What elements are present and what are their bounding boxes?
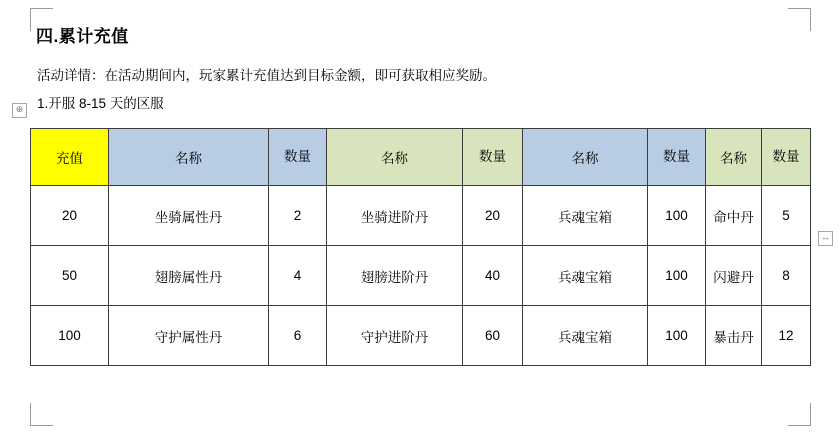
header-qty-2 [463, 129, 523, 186]
cell-name-4: 闪避丹 [706, 246, 762, 306]
header-qty-2-text: 数量 [479, 149, 506, 165]
cell-qty-3: 100 [648, 246, 706, 306]
header-name-1: 名称 [109, 129, 269, 186]
table-move-handle[interactable]: ⊕ [12, 103, 27, 118]
cell-name-2: 坐骑进阶丹 [327, 186, 463, 246]
activity-detail-paragraph: 活动详情：在活动期间内，玩家累计充值达到目标金额，即可获取相应奖励。 [37, 68, 496, 83]
header-name-4: 名称 [706, 129, 762, 186]
server-range-paragraph: 1.开服 8-15 天的区服 [37, 96, 164, 111]
table-row [31, 306, 811, 366]
header-name-2: 名称 [327, 129, 463, 186]
cell-name-4: 暴击丹 [706, 306, 762, 366]
header-charge: 充值 [31, 129, 109, 186]
table-resize-handle[interactable]: ↔ [818, 231, 833, 246]
header-qty-3-text: 数量 [663, 149, 690, 165]
cell-name-2: 守护进阶丹 [327, 306, 463, 366]
header-name-3: 名称 [523, 129, 648, 186]
page-corner-mark-bottom-right [788, 403, 811, 426]
cell-qty-2: 20 [463, 186, 523, 246]
cell-charge: 50 [31, 246, 109, 306]
cell-charge: 100 [31, 306, 109, 366]
cell-qty-4: 12 [762, 306, 811, 366]
header-qty-4-text: 数量 [772, 149, 800, 165]
cell-qty-1: 4 [269, 246, 327, 306]
page-corner-mark-bottom-left [30, 403, 53, 426]
header-qty-1 [269, 129, 327, 186]
cell-name-3: 兵魂宝箱 [523, 306, 648, 366]
table-header-row [31, 129, 811, 186]
section-heading: 四.累计充值 [36, 27, 129, 46]
reward-table-container [30, 128, 800, 366]
cell-qty-4: 5 [762, 186, 811, 246]
header-qty-1-text: 数量 [284, 149, 311, 165]
cell-charge: 20 [31, 186, 109, 246]
header-qty-4 [762, 129, 811, 186]
cell-name-4: 命中丹 [706, 186, 762, 246]
cell-qty-3: 100 [648, 186, 706, 246]
cell-qty-3: 100 [648, 306, 706, 366]
table-row [31, 186, 811, 246]
page-corner-mark-top-right [788, 8, 811, 31]
cell-name-1: 守护属性丹 [109, 306, 269, 366]
cell-name-3: 兵魂宝箱 [523, 246, 648, 306]
table-row [31, 246, 811, 306]
cell-qty-2: 40 [463, 246, 523, 306]
cell-qty-4: 8 [762, 246, 811, 306]
cell-qty-1: 6 [269, 306, 327, 366]
cell-qty-1: 2 [269, 186, 327, 246]
cell-name-1: 坐骑属性丹 [109, 186, 269, 246]
cell-name-3: 兵魂宝箱 [523, 186, 648, 246]
cell-qty-2: 60 [463, 306, 523, 366]
header-qty-3 [648, 129, 706, 186]
cell-name-1: 翅膀属性丹 [109, 246, 269, 306]
cell-name-2: 翅膀进阶丹 [327, 246, 463, 306]
reward-table [30, 128, 811, 366]
